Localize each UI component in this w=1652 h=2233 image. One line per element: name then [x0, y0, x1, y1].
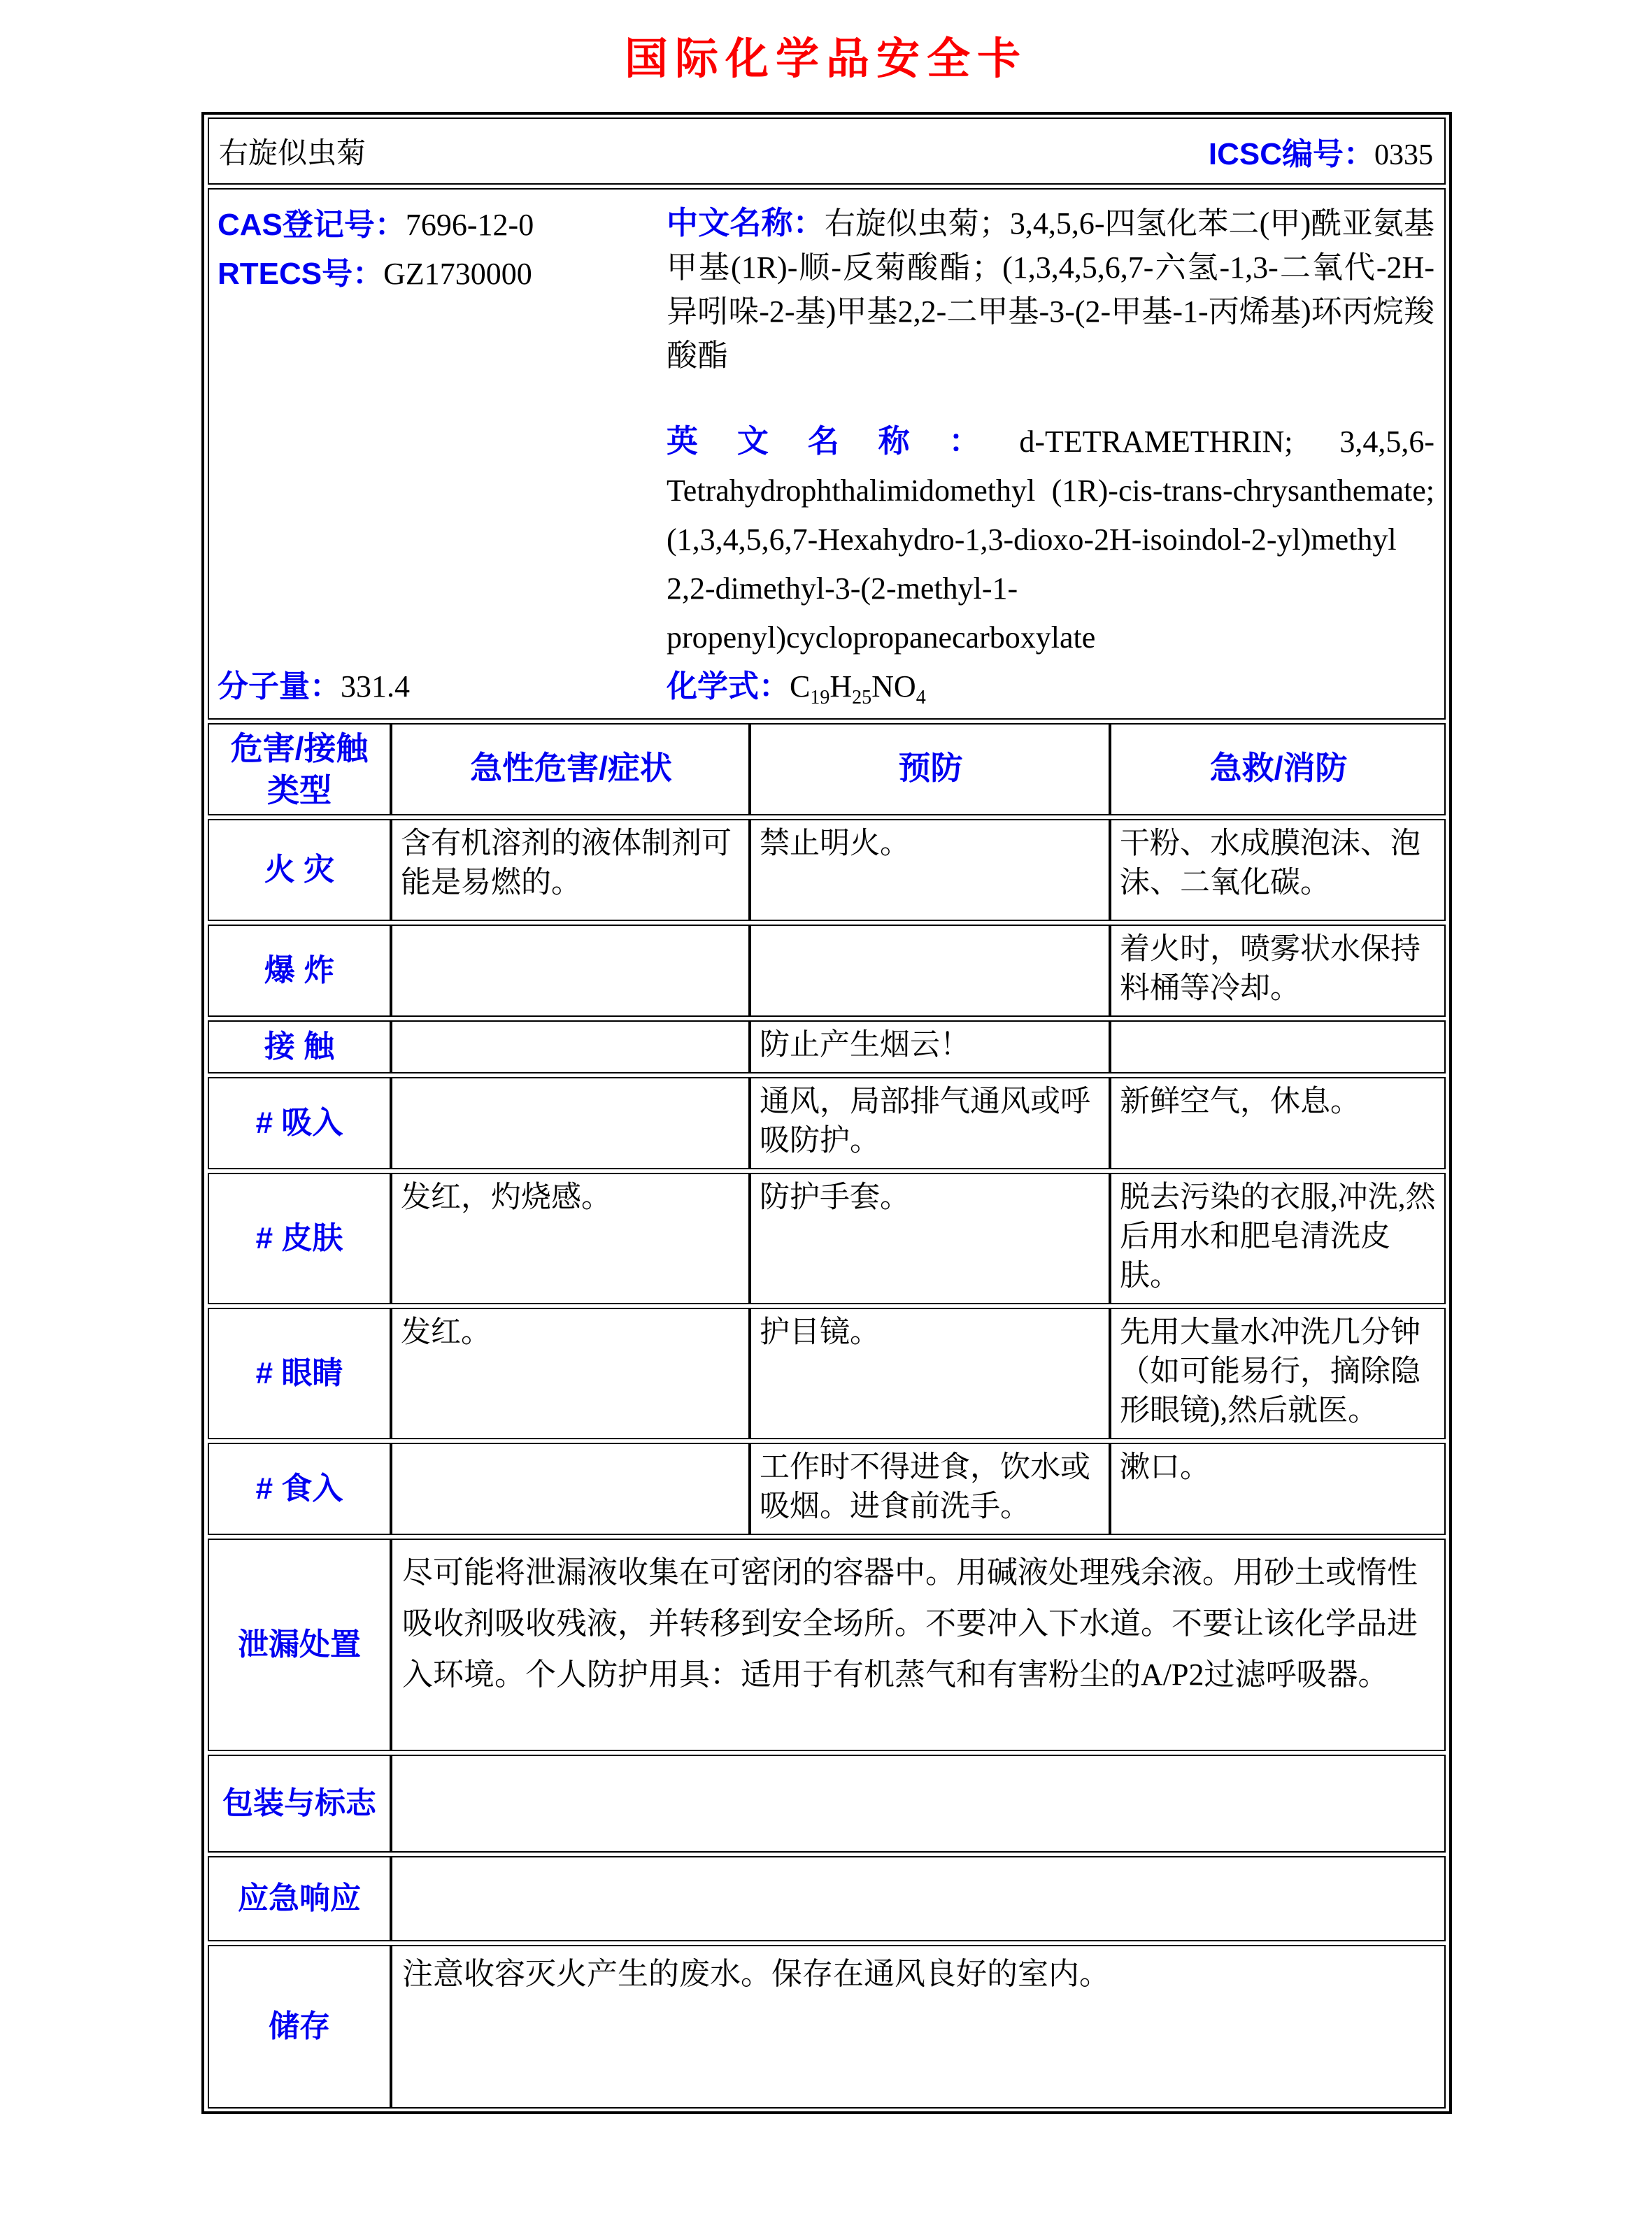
hazard-table-header-row	[208, 723, 1446, 815]
header-symptoms: 急性危害/症状	[390, 725, 748, 814]
cas-label: CAS登记号：	[218, 208, 406, 242]
section-content-emergency-response	[390, 1857, 1444, 1940]
explosion-symptoms	[390, 926, 748, 1015]
table-row-ingestion	[208, 1443, 1446, 1535]
identifiers-left-column	[218, 201, 667, 711]
ingestion-symptoms	[390, 1444, 748, 1534]
chinese-name-value: 右旋似虫菊；3,4,5,6-四氢化苯二(甲)酰亚氨基甲基(1R)-顺-反菊酸酯；(1,3,4,5,6,7-六氢-1,3-二氧代-2H-异吲哚-2-基)甲基2,2-二甲基-3-(2-甲基-1-丙烯基)环丙烷羧酸酯	[667, 206, 1434, 373]
skin-prevention: 防护手套。	[748, 1174, 1109, 1303]
header-hazard-type	[209, 725, 390, 814]
rtecs-number-line	[218, 250, 667, 299]
icsc-number-value: 0335	[1374, 139, 1433, 171]
contact-firstaid	[1109, 1022, 1444, 1072]
eyes-prevention: 护目镜。	[748, 1309, 1109, 1438]
fire-firstaid: 干粉、水成膜泡沫、泡沫、二氧化碳。	[1109, 820, 1444, 920]
row-label-fire: 火 灾	[264, 852, 335, 887]
molecular-weight-line	[218, 662, 667, 711]
chemical-formula: $C_{19}H_{25}NO_4$	[790, 669, 926, 708]
molecular-weight-label: 分子量：	[218, 669, 341, 704]
inhalation-symptoms	[390, 1078, 748, 1168]
icsc-number-group	[1209, 129, 1433, 173]
card-header-row	[208, 117, 1446, 185]
molecular-weight-value: 331.4	[341, 669, 410, 704]
table-row-fire	[208, 819, 1446, 921]
rtecs-value: GZ1730000	[383, 257, 532, 291]
table-row-contact	[208, 1020, 1446, 1073]
explosion-firstaid: 着火时，喷雾状水保持料桶等冷却。	[1109, 926, 1444, 1015]
section-label-spillage: 泄漏处置	[238, 1627, 361, 1662]
row-label-explosion: 爆 炸	[264, 953, 335, 987]
cas-value: 7696-12-0	[405, 208, 534, 242]
row-label-eyes: # 眼睛	[255, 1356, 343, 1390]
rtecs-label: RTECS号：	[218, 257, 384, 291]
ingestion-prevention: 工作时不得进食，饮水或吸烟。进食前洗手。	[748, 1444, 1109, 1534]
ingestion-firstaid: 漱口。	[1109, 1444, 1444, 1534]
section-row-packaging	[208, 1755, 1446, 1853]
inhalation-firstaid: 新鲜空气，休息。	[1109, 1078, 1444, 1168]
english-name-label: 英文名称：	[667, 423, 1020, 459]
row-label-skin: # 皮肤	[255, 1221, 343, 1255]
row-label-inhalation: # 吸入	[255, 1106, 343, 1140]
chinese-name-label: 中文名称：	[667, 205, 825, 241]
header-firstaid: 急救/消防	[1109, 725, 1444, 814]
page-title: 国际化学品安全卡	[624, 35, 1027, 83]
contact-prevention: 防止产生烟云！	[748, 1022, 1109, 1072]
skin-firstaid: 脱去污染的衣服,冲洗,然后用水和肥皂清洗皮肤。	[1109, 1174, 1444, 1303]
skin-symptoms: 发红，灼烧感。	[390, 1174, 748, 1303]
header-hazard-type-line1: 危害/接触	[230, 730, 369, 766]
header-prevention: 预防	[748, 725, 1109, 814]
fire-symptoms: 含有机溶剂的液体制剂可能是易燃的。	[390, 820, 748, 920]
section-label-packaging: 包装与标志	[222, 1786, 376, 1820]
eyes-firstaid: 先用大量水冲洗几分钟（如可能易行，摘除隐形眼镜),然后就医。	[1109, 1309, 1444, 1438]
section-row-emergency-response	[208, 1856, 1446, 1941]
english-name-paragraph	[667, 417, 1434, 662]
section-row-storage	[208, 1945, 1446, 2109]
chemical-formula-label: 化学式：	[667, 669, 790, 704]
row-label-ingestion: # 食入	[255, 1471, 343, 1506]
inhalation-prevention: 通风，局部排气通风或呼吸防护。	[748, 1078, 1109, 1168]
table-row-inhalation	[208, 1077, 1446, 1169]
icsc-number-label: ICSC编号：	[1208, 137, 1374, 171]
section-label-storage: 储存	[269, 2009, 330, 2043]
header-hazard-type-line2: 类型	[267, 772, 332, 808]
identifiers-row	[208, 188, 1446, 720]
chemical-formula-line	[667, 662, 1434, 711]
section-content-storage: 注意收容灭火产生的废水。保存在通风良好的室内。	[390, 1946, 1444, 2107]
table-row-skin	[208, 1173, 1446, 1304]
section-content-spillage: 尽可能将泄漏液收集在可密闭的容器中。用碱液处理残余液。用砂土或惰性吸收剂吸收残液，并转移到安全场所。不要冲入下水道。不要让该化学品进入环境。个人防护用具：适用于有机蒸气和有害粉尘的A/P2过滤呼吸器。	[390, 1540, 1444, 1750]
section-label-emergency-response: 应急响应	[238, 1881, 361, 1915]
table-row-explosion	[208, 925, 1446, 1017]
chinese-name-paragraph	[667, 201, 1434, 378]
fire-prevention: 禁止明火。	[748, 820, 1109, 920]
eyes-symptoms: 发红。	[390, 1309, 748, 1438]
icsc-card	[201, 112, 1452, 2114]
explosion-prevention	[748, 926, 1109, 1015]
row-label-contact: 接 触	[264, 1029, 335, 1064]
section-row-spillage	[208, 1539, 1446, 1751]
section-content-packaging	[390, 1756, 1444, 1851]
substance-name: 右旋似虫菊	[219, 138, 366, 170]
table-row-eyes	[208, 1308, 1446, 1439]
cas-number-line	[218, 201, 667, 250]
names-right-column	[667, 201, 1434, 711]
contact-symptoms	[390, 1022, 748, 1072]
english-name-value: d-TETRAMETHRIN; 3,4,5,6-Tetrahydrophthalimidomethyl (1R)-cis-trans-chrysanthemate; (1,3,4,5,6,7-Hexahydro-1,3-dioxo-2H-isoindol-2-yl)methyl 2,2-dimethyl-3-(2-methyl-1-propenyl)cyclopropanecarboxylate	[667, 425, 1434, 655]
